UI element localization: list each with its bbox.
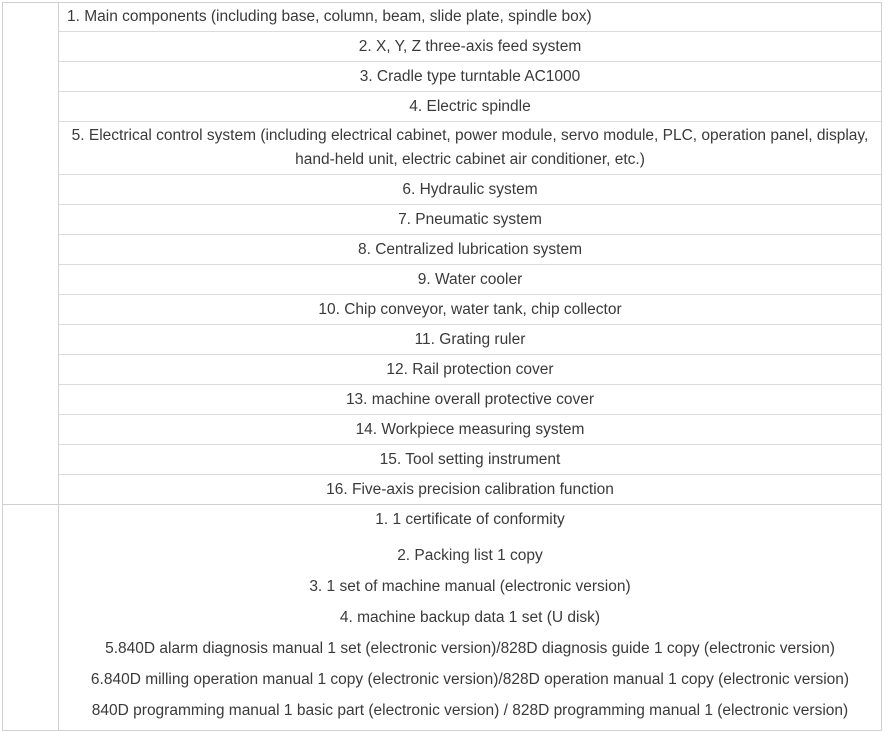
config-item: 9. Water cooler — [59, 265, 881, 295]
documents-group — [3, 505, 882, 731]
config-item: 1. Main components (including base, column, beam, slide plate, spindle box) — [59, 3, 881, 32]
config-item: 12. Rail protection cover — [59, 355, 881, 385]
document-item: 4. machine backup data 1 set (U disk) — [339, 609, 601, 626]
config-item: 5. Electrical control system (including electrical cabinet, power module, servo module, PLC, operation panel, display, hand-held unit, electric cabinet air conditioner, etc.) — [59, 122, 881, 175]
config-item: 6. Hydraulic system — [59, 175, 881, 205]
config-item: 13. machine overall protective cover — [59, 385, 881, 415]
config-item: 14. Workpiece measuring system — [59, 415, 881, 445]
document-item: 840D programming manual 1 basic part (electronic version) / 828D programming manual 1 (electronic version) — [91, 702, 849, 719]
configuration-label-cell — [3, 3, 59, 504]
configuration-list — [59, 3, 882, 504]
spec-table — [2, 2, 882, 731]
config-item: 8. Centralized lubrication system — [59, 235, 881, 265]
config-item: 10. Chip conveyor, water tank, chip collector — [59, 295, 881, 325]
document-item: 2. Packing list 1 copy — [397, 547, 543, 564]
config-item: 3. Cradle type turntable AC1000 — [59, 62, 881, 92]
documents-list — [59, 505, 882, 730]
document-item: 3. 1 set of machine manual (electronic version) — [309, 578, 631, 595]
config-item: 11. Grating ruler — [59, 325, 881, 355]
document-item: 1. 1 certificate of conformity — [375, 511, 565, 528]
config-item: 7. Pneumatic system — [59, 205, 881, 235]
document-item: 5.840D alarm diagnosis manual 1 set (electronic version)/828D diagnosis guide 1 copy (electronic version) — [105, 640, 835, 657]
config-item: 2. X, Y, Z three-axis feed system — [59, 32, 881, 62]
documents-label-cell — [3, 505, 59, 730]
document-item: 6.840D milling operation manual 1 copy (electronic version)/828D operation manual 1 copy (electronic version) — [90, 671, 850, 688]
config-item: 16. Five-axis precision calibration function — [326, 481, 614, 498]
config-item: 4. Electric spindle — [59, 92, 881, 122]
config-item: 15. Tool setting instrument — [59, 445, 881, 475]
configuration-group — [3, 3, 882, 505]
